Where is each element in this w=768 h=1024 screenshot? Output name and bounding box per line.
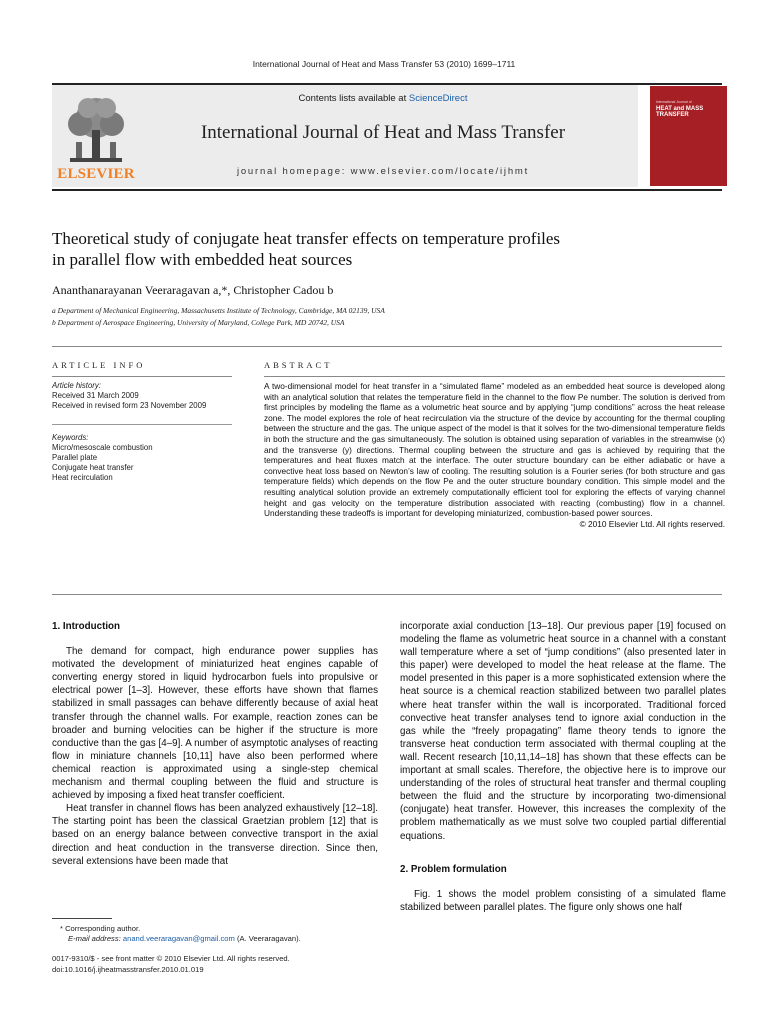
issn-line: 0017-9310/$ - see front matter © 2010 Elsevier Ltd. All rights reserved. — [52, 954, 290, 963]
info-divider — [52, 376, 232, 377]
section-1-heading: 1. Introduction — [52, 621, 121, 632]
contents-prefix: Contents lists available at — [298, 93, 409, 104]
keyword-item: Micro/mesoscale combustion — [52, 443, 153, 453]
section-2-heading: 2. Problem formulation — [400, 863, 507, 875]
revised-date: Received in revised form 23 November 2009 — [52, 400, 207, 410]
left-column — [52, 620, 378, 868]
keyword-item: Parallel plate — [52, 452, 98, 462]
journal-name: International Journal of Heat and Mass Transfer — [200, 122, 566, 143]
paper-title — [52, 228, 732, 270]
article-info-box — [52, 381, 232, 482]
contents-available — [140, 93, 626, 104]
header-divider — [52, 346, 722, 347]
elsevier-wordmark: ELSEVIER — [57, 166, 135, 182]
abstract-copyright: © 2010 Elsevier Ltd. All rights reserved. — [579, 518, 725, 529]
author-list: Ananthanarayanan Veeraragavan a,*, Christopher Cadou b — [52, 283, 334, 297]
corresponding-author-note: * Corresponding author. — [60, 924, 141, 933]
title-line-2: in parallel flow with embedded heat sources — [52, 250, 353, 269]
keyword-item: Heat recirculation — [52, 472, 113, 482]
abstract-body — [264, 381, 725, 529]
email-link[interactable]: anand.veeraragavan@gmail.com — [122, 934, 235, 943]
right-column — [400, 620, 726, 914]
cover-small-text: International Journal of — [656, 100, 692, 104]
intro-paragraph-2: Heat transfer in channel flows has been analyzed exhaustively [12–18]. The starting point has been the classical Graetzian problem [12] that is based on an energy balance between convective transport in the axial direction and heat conduction in the transverse direction. Since then, several extensions have been made that — [52, 803, 378, 867]
affiliation-b: b Department of Aerospace Engineering, University of Maryland, College Park, MD 20742, USA — [52, 318, 345, 327]
masthead-top-rule — [52, 83, 722, 85]
doi-line[interactable]: doi:10.1016/j.ijheatmasstransfer.2010.01.019 — [52, 965, 204, 974]
keyword-item: Conjugate heat transfer — [52, 462, 134, 472]
intro-paragraph-1: The demand for compact, high endurance power supplies has motivated the development of miniaturized heat engines capable of converting energy stored in liquid hydrocarbon fuels into propulsive or electrical power [1–3]. However, these efforts have shown that flames stabilized in small passages can behave differently because of axial heat transfer through the channel walls. For example, reaction zones can be broader and burning velocities can be higher if the structure is more conductive than the gas [4–9]. A number of asymptotic analyses of reacting flow in miniature channels [10,11] have also been performed where chemical reaction is approximated using a single-step chemical mechanism and thermal coupling between the fluid and structure is achieved by imposing a fixed heat transfer coefficient. — [52, 646, 378, 802]
keywords-label: Keywords: — [52, 433, 89, 443]
received-date: Received 31 March 2009 — [52, 390, 139, 400]
journal-citation: International Journal of Heat and Mass Transfer 53 (2010) 1699–1711 — [252, 59, 516, 69]
email-label: E-mail address: — [68, 934, 123, 943]
masthead-bottom-rule — [52, 189, 722, 191]
sciencedirect-link[interactable]: ScienceDirect — [408, 93, 468, 104]
footnote-rule — [52, 918, 112, 919]
history-label: Article history: — [52, 381, 101, 390]
abstract-text: A two-dimensional model for heat transfer in a “simulated flame” modeled as an embedded heat source is developed along with an analytical solution that relates the temperature field in the channel to the flow Pe number. The solution is derived from first principles by modeling the flame as a volumetric heat source and by applying “jump conditions” across the heat release zone. The model explores the role of heat recirculation via the structure of the device by accounting for the thermal coupling between the structure and the gas. The unique aspect of the model is that it solves for the two-dimensional temperature fields in both the structure and the gas simultaneously. The solution is obtained using separation of variables in the streamwise (x) and the transverse (y) directions. Thermal coupling between the structure and gas is achieved by requiring that the temperatures and heat fluxes match at the interface. The outer structure boundary can be either adiabatic or have a convective heat loss based on Newton’s law of cooling. The resulting solution is a Fourier series (for both structure and gas temperature fields) which depends on the flow Pe and the outer structure boundary condition. This simple model and the resulting analytical solution provide an extremely computationally efficient tool for exploring the effects of varying channel height and gas velocity on the temperature distribution associated with reacting (combusting) flow in a channel. Understanding these tradeoffs is important for developing miniaturized, combustion-based power sources. — [264, 381, 725, 519]
article-info-heading: ARTICLE INFO — [52, 360, 146, 370]
email-suffix: (A. Veeraragavan). — [234, 934, 301, 943]
abstract-bottom-divider — [52, 594, 722, 595]
keywords-divider — [52, 424, 232, 425]
intro-paragraph-3: incorporate axial conduction [13–18]. Our previous paper [19] focused on modeling the flame as volumetric heat source in a channel with a constant wall temperature where a set of “jump conditions” (also presented later in this paper) were developed to model the heat release at the flame. The model presented in this paper is a more sophisticated extension where the heat source is a chemical reaction stabilized between two parallel plates where heat transfer within the wall is incorporated. Traditional forced convective heat transfer analyses tend to ignore axial conduction in the gas while the “freely propagating” flame theory tends to ignore the transverse heat conduction term associated with thermal coupling at the wall. Recent research [10,11,14–18] has shown that these effects can be important at small scales. Therefore, the objective here is to improve our understanding of the roles of structural heat transfer and thermal coupling between the fluid and the structure by incorporating two-dimensional (conjugate) heat transfer. However, this increases the complexity of the problem mathematically as we must solve two coupled partial differential equations. — [400, 621, 726, 842]
abstract-divider — [264, 376, 725, 377]
title-line-1: Theoretical study of conjugate heat transfer effects on temperature profiles — [52, 229, 561, 248]
formulation-paragraph-1: Fig. 1 shows the model problem consisting of a simulated flame stabilized between parallel plates. The figure only shows one half — [400, 888, 726, 913]
abstract-heading: ABSTRACT — [264, 360, 333, 370]
journal-homepage[interactable]: journal homepage: www.elsevier.com/locate/ijhmt — [236, 166, 530, 177]
email-line — [52, 934, 398, 944]
affiliation-a: a Department of Mechanical Engineering, Massachusetts Institute of Technology, Cambridge, MA 02139, USA — [52, 306, 385, 315]
cover-title: HEAT and MASS TRANSFER — [656, 106, 704, 118]
